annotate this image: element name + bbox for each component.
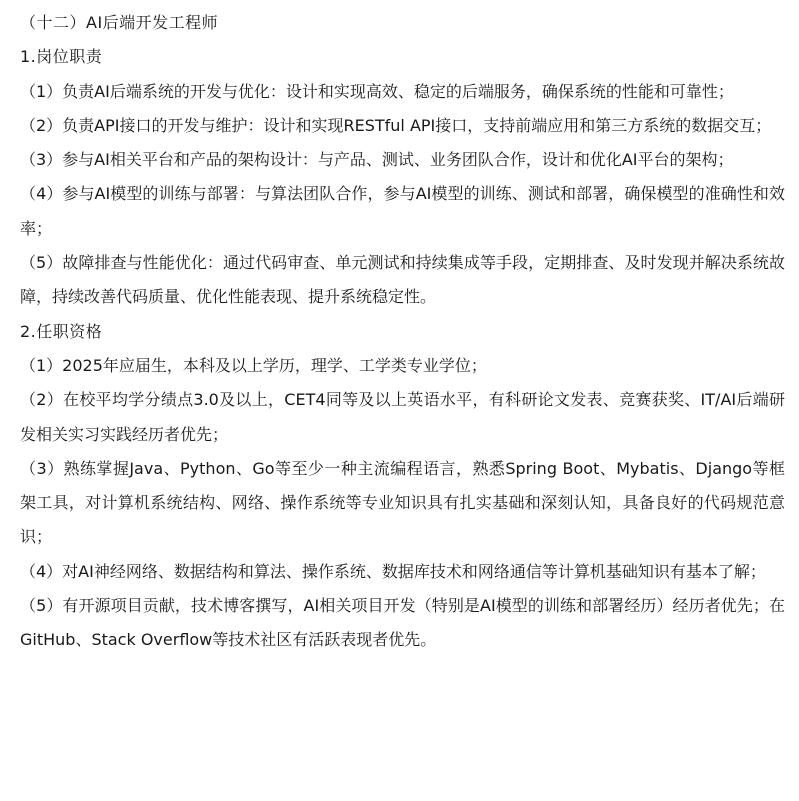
qualification-item-3: （3）熟练掌握Java、Python、Go等至少一种主流编程语言，熟悉Spring Boot、Mybatis、Django等框架工具，对计算机系统结构、网络、操作系统等专业知识具有扎实基础和深刻认知，具备良好的代码规范意识；	[20, 458, 785, 547]
duties-heading: 1.岗位职责	[20, 47, 103, 67]
duty-item-3: （3）参与AI相关平台和产品的架构设计：与产品、测试、业务团队合作，设计和优化AI平台的架构；	[20, 150, 734, 170]
duty-item-1: （1）负责AI后端系统的开发与优化：设计和实现高效、稳定的后端服务，确保系统的性能和可靠性；	[20, 81, 734, 101]
qualification-item-1: （1）2025年应届生，本科及以上学历，理学、工学类专业学位；	[20, 355, 487, 375]
duty-item-5: （5）故障排查与性能优化：通过代码审查、单元测试和持续集成等手段，定期排查、及时发现并解决系统故障，持续改善代码质量、优化性能表现、提升系统稳定性。	[20, 253, 785, 307]
qualification-item-5: （5）有开源项目贡献，技术博客撰写，AI相关项目开发（特别是AI模型的训练和部署经历）经历者优先；在GitHub、Stack Overflow等技术社区有活跃表现者优先。	[20, 596, 785, 650]
qualifications-heading: 2.任职资格	[20, 321, 103, 341]
duty-item-2: （2）负责API接口的开发与维护：设计和实现RESTful API接口，支持前端应用和第三方系统的数据交互；	[20, 115, 772, 135]
qualification-item-4: （4）对AI神经网络、数据结构和算法、操作系统、数据库技术和网络通信等计算机基础知识有基本了解；	[20, 561, 766, 581]
qualification-item-2: （2）在校平均学分绩点3.0及以上，CET4同等及以上英语水平，有科研论文发表、竞赛获奖、IT/AI后端研发相关实习实践经历者优先；	[20, 390, 785, 444]
duty-item-4: （4）参与AI模型的训练与部署：与算法团队合作，参与AI模型的训练、测试和部署，确保模型的准确性和效率；	[20, 184, 785, 238]
job-description	[20, 6, 785, 658]
section-title: （十二）AI后端开发工程师	[20, 13, 219, 32]
